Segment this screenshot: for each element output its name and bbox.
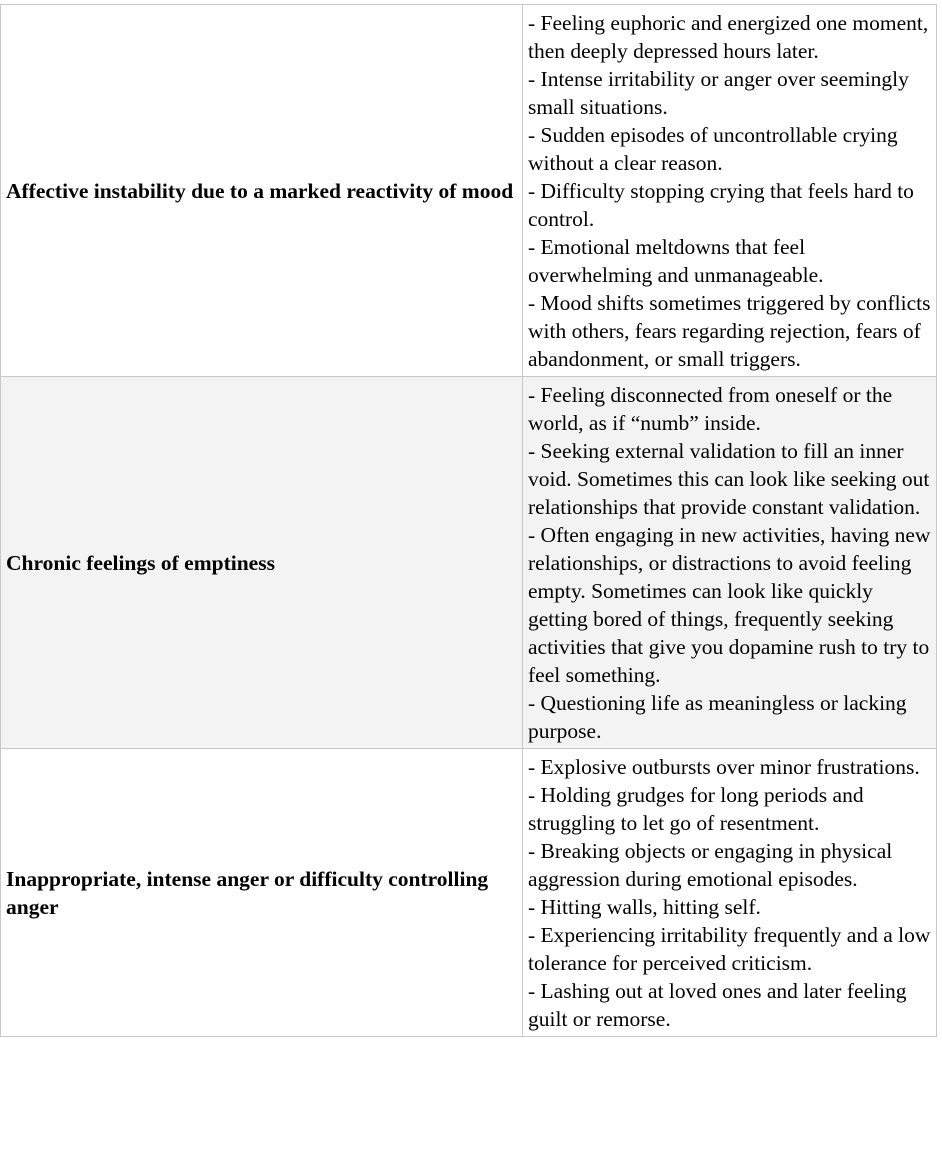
table-row (1, 377, 937, 749)
symptom-item: - Experiencing irritability frequently and a low tolerance for perceived criticism. (528, 923, 931, 975)
symptom-item: - Intense irritability or anger over seemingly small situations. (528, 67, 909, 119)
symptom-item: - Questioning life as meaningless or lacking purpose. (528, 691, 907, 743)
symptom-item: - Hitting walls, hitting self. (528, 895, 761, 919)
symptom-item: - Difficulty stopping crying that feels hard to control. (528, 179, 914, 231)
symptom-item: - Explosive outbursts over minor frustrations. (528, 755, 920, 779)
table-row (1, 5, 937, 377)
symptom-item: - Lashing out at loved ones and later feeling guilt or remorse. (528, 979, 907, 1031)
symptom-item: - Feeling euphoric and energized one moment, then deeply depressed hours later. (528, 11, 929, 63)
table-row (1, 749, 937, 1037)
symptom-item: - Feeling disconnected from oneself or the world, as if “numb” inside. (528, 383, 893, 435)
symptom-item: - Sudden episodes of uncontrollable crying without a clear reason. (528, 123, 898, 175)
criterion-cell: Chronic feelings of emptiness (1, 377, 523, 749)
symptoms-cell (523, 749, 937, 1037)
criterion-cell: Inappropriate, intense anger or difficulty controlling anger (1, 749, 523, 1037)
symptom-item: - Often engaging in new activities, having new relationships, or distractions to avoid feeling empty. Sometimes can look like quickly getting bored of things, frequently seeking activities that give you dopamine rush to try to feel something. (528, 523, 931, 687)
symptoms-cell (523, 5, 937, 377)
symptom-item: - Holding grudges for long periods and struggling to let go of resentment. (528, 783, 864, 835)
criterion-cell: Affective instability due to a marked reactivity of mood (1, 5, 523, 377)
symptom-item: - Emotional meltdowns that feel overwhelming and unmanageable. (528, 235, 824, 287)
criteria-table (0, 4, 937, 1037)
symptom-item: - Seeking external validation to fill an inner void. Sometimes this can look like seeking out relationships that provide constant validation. (528, 439, 930, 519)
symptom-item: - Mood shifts sometimes triggered by conflicts with others, fears regarding rejection, fears of abandonment, or small triggers. (528, 291, 931, 371)
symptoms-cell (523, 377, 937, 749)
symptom-item: - Breaking objects or engaging in physical aggression during emotional episodes. (528, 839, 893, 891)
